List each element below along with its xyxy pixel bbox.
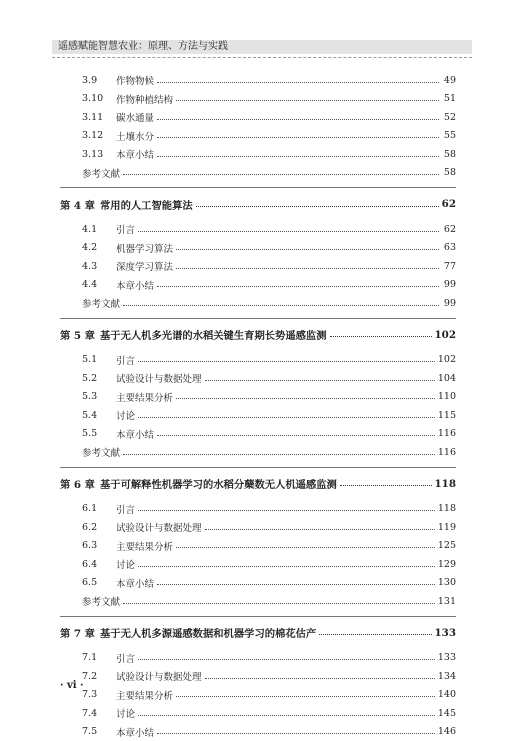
entry-title: 本章小结 [116, 147, 154, 161]
toc-chapter[interactable] [60, 621, 456, 645]
section-number: 6.2 [82, 522, 116, 533]
entry-title: 机器学习算法 [116, 241, 173, 255]
page-ref: 115 [438, 410, 456, 421]
dot-leader [157, 584, 435, 585]
section-number: 5.2 [82, 373, 116, 384]
entry-title: 讨论 [116, 706, 135, 720]
section-number: 3.13 [82, 149, 116, 160]
section-number: 4.2 [82, 242, 116, 253]
chapter-number: 第 6 章 [60, 476, 100, 491]
toc-references[interactable] [60, 164, 456, 183]
entry-title: 参考文献 [82, 445, 120, 459]
section-number: 4.4 [82, 279, 116, 290]
entry-title: 本章小结 [116, 725, 154, 739]
page-ref: 140 [438, 689, 456, 700]
toc-entry[interactable] [60, 555, 456, 574]
chapter-title: 基于无人机多源遥感数据和机器学习的棉花估产 [100, 625, 316, 640]
section-number: 4.3 [82, 261, 116, 272]
page-ref: 51 [442, 93, 456, 104]
entry-title: 引言 [116, 651, 135, 665]
toc-entry[interactable] [60, 406, 456, 425]
page-ref: 125 [438, 540, 456, 551]
entry-title: 本章小结 [116, 576, 154, 590]
toc-chapter[interactable] [60, 192, 456, 216]
toc-references[interactable] [60, 592, 456, 611]
running-header-title: 遥感赋能智慧农业：原理、方法与实践 [58, 41, 228, 53]
dot-leader [157, 286, 439, 287]
entry-title: 碳水通量 [116, 110, 154, 124]
entry-title: 试验设计与数据处理 [116, 371, 202, 385]
chapter-title: 基于无人机多光谱的水稻关键生育期长势遥感监测 [100, 327, 327, 342]
dot-leader [138, 659, 435, 660]
toc-entry[interactable] [60, 145, 456, 164]
page-ref: 129 [438, 559, 456, 570]
page-ref: 99 [442, 298, 456, 309]
entry-title: 深度学习算法 [116, 259, 173, 273]
dot-leader [138, 231, 439, 232]
page-ref: 62 [442, 198, 456, 210]
page-ref: 49 [442, 75, 456, 86]
entry-title: 参考文献 [82, 166, 120, 180]
toc-references[interactable] [60, 443, 456, 462]
entry-title: 参考文献 [82, 296, 120, 310]
entry-title: 土壤水分 [116, 129, 154, 143]
toc-entry[interactable] [60, 369, 456, 388]
page-ref: 131 [438, 596, 456, 607]
toc-entry[interactable] [60, 127, 456, 146]
section-number: 3.12 [82, 130, 116, 141]
section-number: 4.1 [82, 224, 116, 235]
page-ref: 63 [442, 242, 456, 253]
dot-leader [138, 510, 435, 511]
toc-entry[interactable] [60, 723, 456, 741]
dot-leader [123, 174, 439, 175]
section-number: 7.1 [82, 652, 116, 663]
page-ref: 145 [438, 708, 456, 719]
page-ref: 102 [435, 329, 457, 341]
dot-leader [319, 634, 431, 635]
chapter-divider [60, 187, 456, 188]
dot-leader [138, 361, 435, 362]
chapter-divider [60, 318, 456, 319]
section-number: 7.5 [82, 726, 116, 737]
entry-title: 本章小结 [116, 278, 154, 292]
section-number: 7.2 [82, 671, 116, 682]
entry-title: 引言 [116, 222, 135, 236]
toc-entry[interactable] [60, 90, 456, 109]
dot-leader [138, 566, 435, 567]
toc-entry[interactable] [60, 351, 456, 370]
page-ref: 102 [438, 354, 456, 365]
dot-leader [138, 715, 435, 716]
dot-leader [205, 380, 435, 381]
dot-leader [205, 678, 435, 679]
section-number: 5.3 [82, 391, 116, 402]
dot-leader [196, 206, 439, 207]
toc-entry[interactable] [60, 574, 456, 593]
header-divider [52, 57, 472, 58]
entry-title: 引言 [116, 353, 135, 367]
toc-entry[interactable] [60, 704, 456, 723]
dot-leader [330, 336, 432, 337]
section-number: 7.3 [82, 689, 116, 700]
toc-chapter[interactable] [60, 472, 456, 496]
dot-leader [340, 485, 432, 486]
dot-leader [176, 398, 435, 399]
chapter-divider [60, 616, 456, 617]
page-ref: 62 [442, 224, 456, 235]
section-number: 5.4 [82, 410, 116, 421]
entry-title: 试验设计与数据处理 [116, 520, 202, 534]
toc-entry[interactable] [60, 239, 456, 258]
dot-leader [176, 547, 435, 548]
entry-title: 讨论 [116, 557, 135, 571]
page-ref: 104 [438, 373, 456, 384]
dot-leader [157, 156, 439, 157]
dot-leader [176, 100, 439, 101]
chapter-number: 第 5 章 [60, 327, 100, 342]
section-number: 3.9 [82, 75, 116, 86]
toc-entry[interactable] [60, 686, 456, 705]
entry-title: 主要结果分析 [116, 539, 173, 553]
toc-entry[interactable] [60, 108, 456, 127]
page-ref: 116 [438, 428, 456, 439]
page-ref: 116 [438, 447, 456, 458]
toc-entry[interactable] [60, 518, 456, 537]
dot-leader [157, 82, 439, 83]
dot-leader [123, 305, 439, 306]
page-ref: 119 [438, 522, 456, 533]
toc-entry[interactable] [60, 425, 456, 444]
section-number: 6.3 [82, 540, 116, 551]
table-of-contents [60, 71, 456, 741]
section-number: 3.11 [82, 112, 116, 123]
entry-title: 试验设计与数据处理 [116, 669, 202, 683]
page-number: · vi · [60, 680, 84, 691]
section-number: 7.4 [82, 708, 116, 719]
toc-entry[interactable] [60, 649, 456, 668]
dot-leader [205, 529, 435, 530]
toc-entry[interactable] [60, 667, 456, 686]
section-number: 6.5 [82, 577, 116, 588]
page-ref: 58 [442, 149, 456, 160]
section-number: 6.4 [82, 559, 116, 570]
entry-title: 讨论 [116, 408, 135, 422]
page-ref: 146 [438, 726, 456, 737]
dot-leader [123, 454, 435, 455]
page-ref: 134 [438, 671, 456, 682]
dot-leader [176, 249, 439, 250]
toc-chapter[interactable] [60, 323, 456, 347]
dot-leader [123, 603, 435, 604]
page-ref: 58 [442, 167, 456, 178]
entry-title: 主要结果分析 [116, 688, 173, 702]
entry-title: 参考文献 [82, 594, 120, 608]
page-ref: 110 [438, 391, 456, 402]
page-ref: 118 [438, 503, 456, 514]
chapter-number: 第 7 章 [60, 625, 100, 640]
dot-leader [157, 435, 435, 436]
toc-entry[interactable] [60, 71, 456, 90]
page-ref: 77 [442, 261, 456, 272]
dot-leader [176, 696, 435, 697]
dot-leader [138, 417, 435, 418]
page-ref: 99 [442, 279, 456, 290]
chapter-number: 第 4 章 [60, 197, 100, 212]
chapter-divider [60, 467, 456, 468]
chapter-title: 基于可解释性机器学习的水稻分蘖数无人机遥感监测 [100, 476, 337, 491]
toc-entry[interactable] [60, 388, 456, 407]
section-number: 6.1 [82, 503, 116, 514]
entry-title: 主要结果分析 [116, 390, 173, 404]
toc-references[interactable] [60, 294, 456, 313]
dot-leader [157, 733, 435, 734]
page-ref: 133 [435, 627, 457, 639]
entry-title: 作物种植结构 [116, 92, 173, 106]
entry-title: 作物物候 [116, 73, 154, 87]
section-number: 5.5 [82, 428, 116, 439]
page-ref: 118 [435, 478, 457, 490]
page-ref: 133 [438, 652, 456, 663]
entry-title: 引言 [116, 502, 135, 516]
page-ref: 55 [442, 130, 456, 141]
dot-leader [157, 119, 439, 120]
section-number: 5.1 [82, 354, 116, 365]
toc-entry[interactable] [60, 257, 456, 276]
page-ref: 52 [442, 112, 456, 123]
section-number: 3.10 [82, 93, 116, 104]
chapter-title: 常用的人工智能算法 [100, 197, 193, 212]
toc-entry[interactable] [60, 537, 456, 556]
toc-entry[interactable] [60, 276, 456, 295]
entry-title: 本章小结 [116, 427, 154, 441]
dot-leader [176, 268, 439, 269]
toc-entry[interactable] [60, 500, 456, 519]
page-ref: 130 [438, 577, 456, 588]
dot-leader [157, 137, 439, 138]
toc-entry[interactable] [60, 220, 456, 239]
